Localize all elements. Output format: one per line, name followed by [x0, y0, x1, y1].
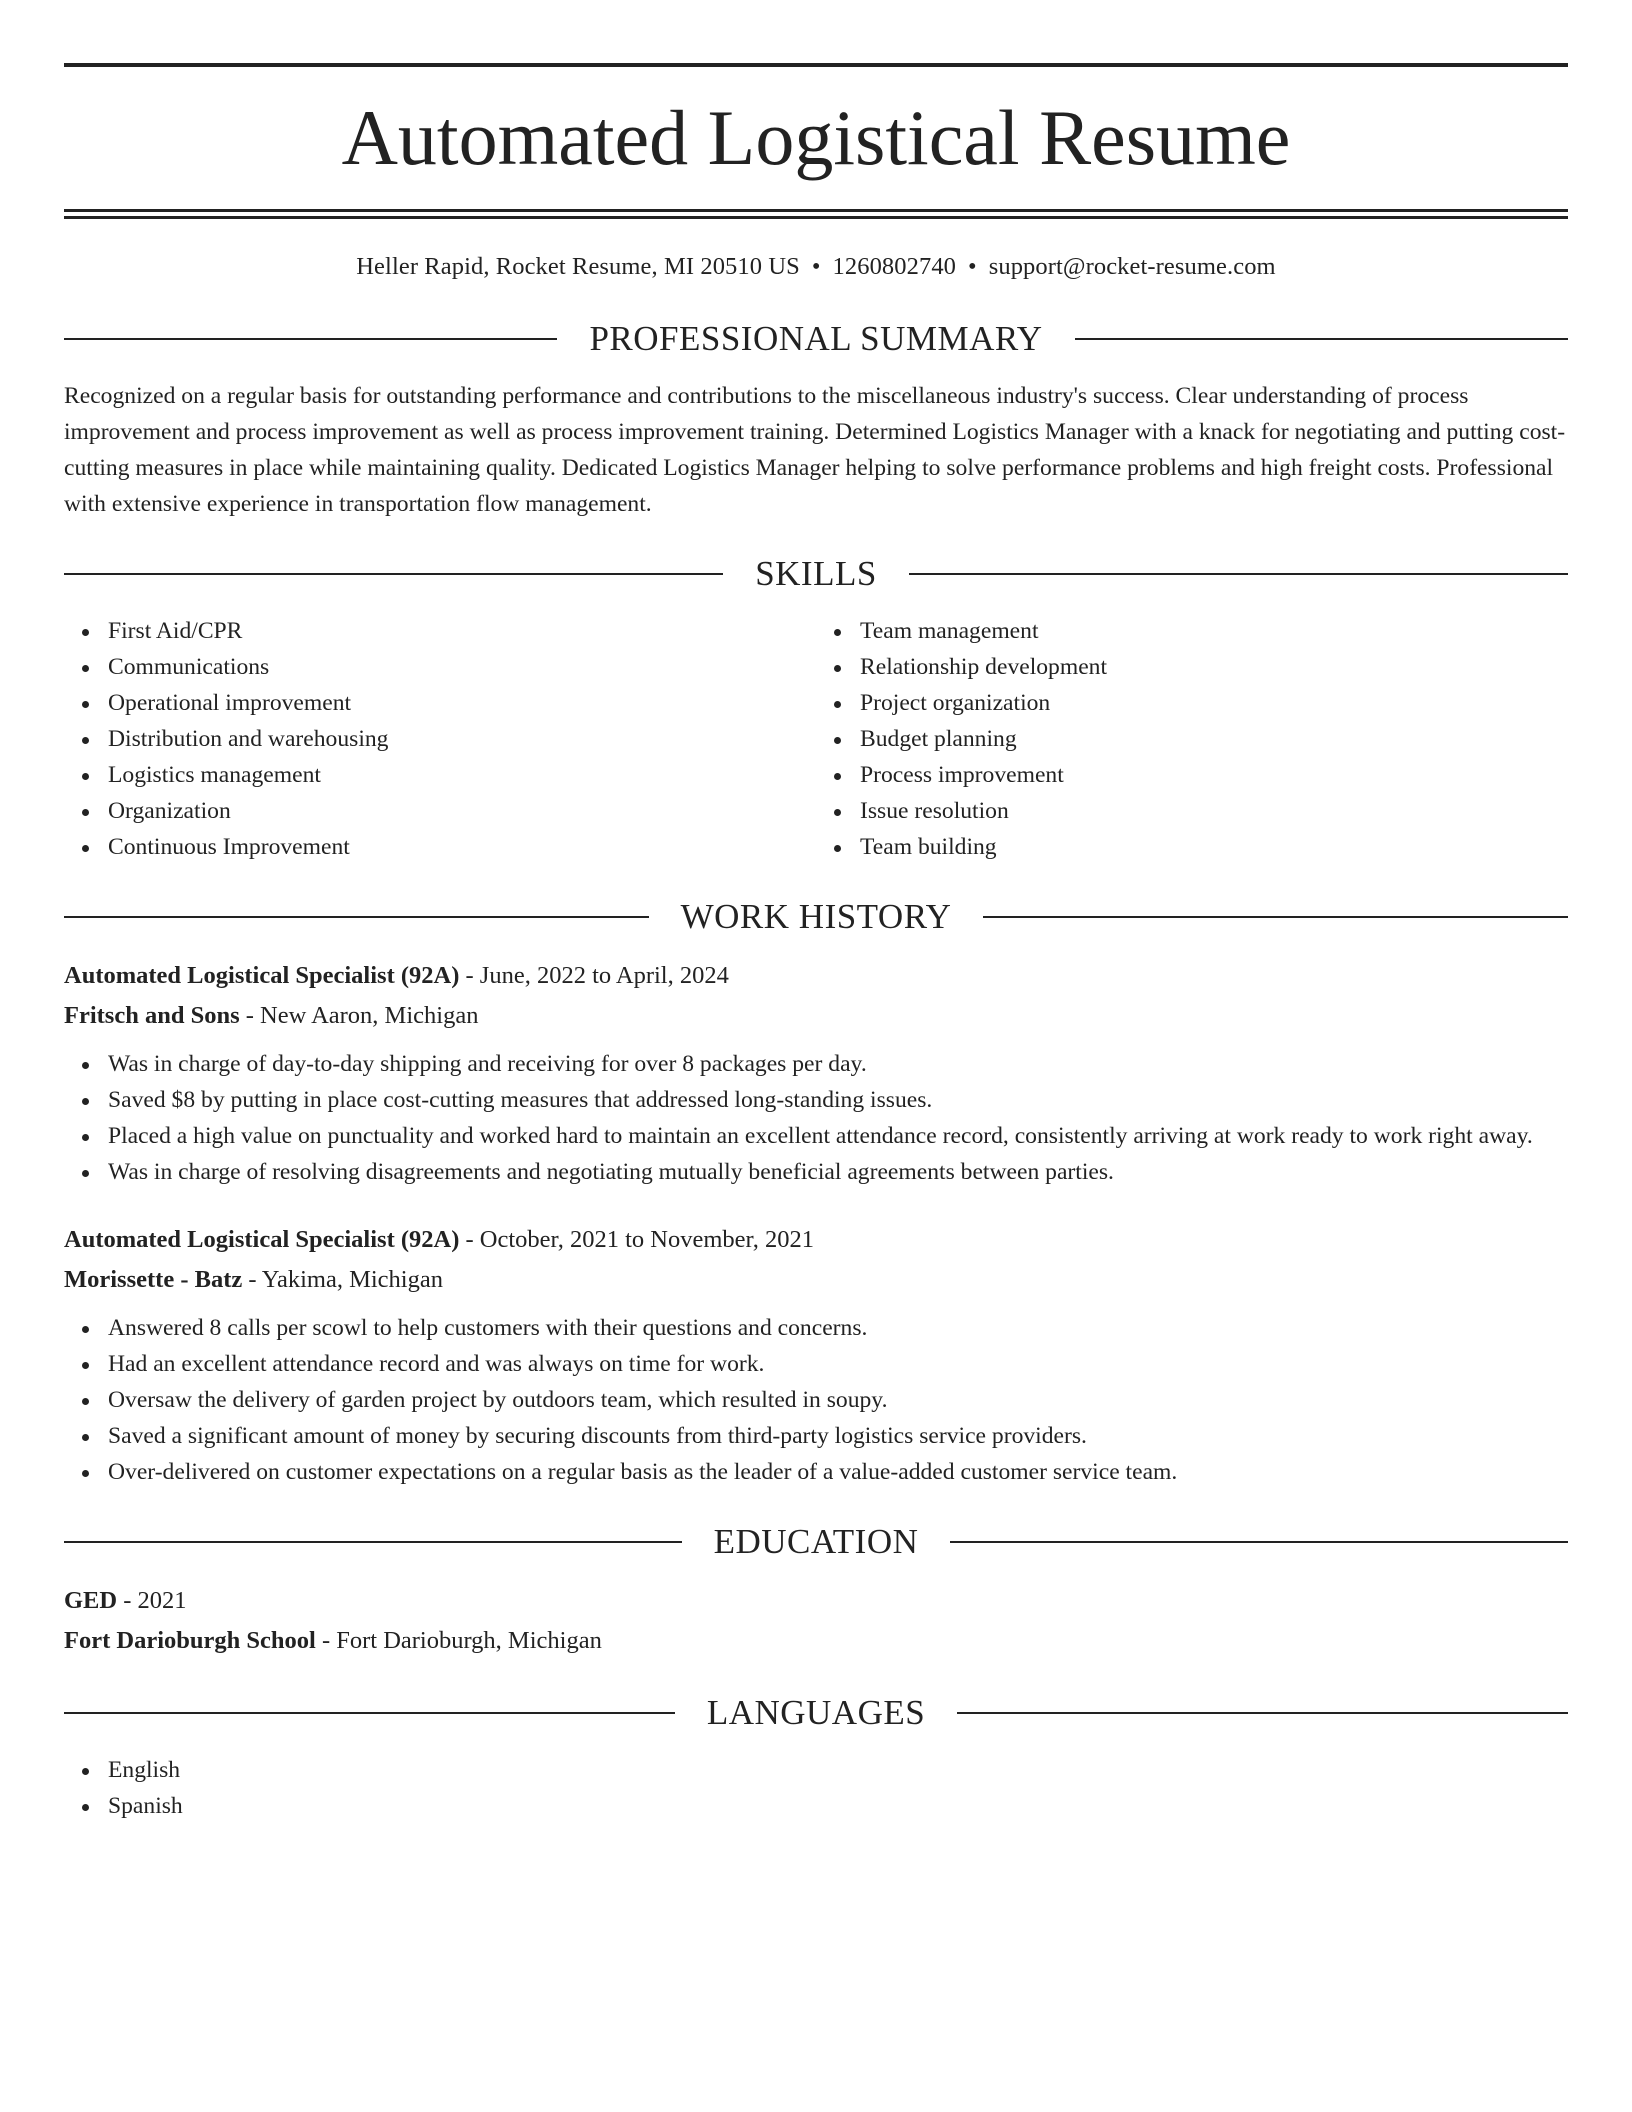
- language-item: English: [108, 1752, 1568, 1788]
- section-header-work: [64, 899, 1568, 934]
- skill-item: Operational improvement: [108, 685, 816, 721]
- job-dates: - June, 2022 to April, 2024: [459, 962, 729, 989]
- job-title-line: [64, 1220, 1568, 1260]
- job-location: - Yakima, Michigan: [242, 1266, 443, 1293]
- contact-separator: •: [968, 253, 977, 280]
- contact-address: Heller Rapid, Rocket Resume, MI 20510 US: [356, 253, 800, 280]
- skills-column-left: [64, 613, 816, 865]
- summary-text: Recognized on a regular basis for outstanding performance and contributions to the miscellaneous industry's success. Clear understanding of process improvement and process improvement as well as process improvement training. Determined Logistics Manager with a knack for negotiating and putting cost-cutting measures in place while maintaining quality. Dedicated Logistics Manager helping to solve performance problems and high freight costs. Professional with extensive experience in transportation flow management.: [64, 383, 1566, 517]
- resume-page: [64, 63, 1568, 1824]
- education-degree-line: [64, 1581, 1568, 1621]
- job-entry: [64, 956, 1568, 1190]
- job-company-line: [64, 1260, 1568, 1300]
- education-school-line: [64, 1621, 1568, 1661]
- education-location: - Fort Darioburgh, Michigan: [315, 1627, 602, 1654]
- title-double-rule: [64, 209, 1568, 219]
- skill-item: Project organization: [860, 685, 1568, 721]
- job-bullet: Saved $8 by putting in place cost-cutting measures that addressed long-standing issues.: [108, 1082, 1568, 1118]
- section-rule: [1075, 338, 1568, 340]
- job-bullet: Oversaw the delivery of garden project by outdoors team, which resulted in soupy.: [108, 1382, 1568, 1418]
- resume-title: Automated Logistical Resume: [341, 94, 1291, 181]
- education-school: Fort Darioburgh School: [64, 1627, 316, 1654]
- job-title: Automated Logistical Specialist (92A): [64, 1226, 460, 1253]
- section-rule: [950, 1541, 1568, 1543]
- job-company-line: [64, 996, 1568, 1036]
- job-bullet: Saved a significant amount of money by securing discounts from third-party logistics service providers.: [108, 1418, 1568, 1454]
- skill-item: Logistics management: [108, 757, 816, 793]
- contact-line: [64, 253, 1568, 281]
- skill-item: Issue resolution: [860, 793, 1568, 829]
- section-title: SKILLS: [755, 554, 877, 593]
- languages-list: [64, 1752, 1568, 1824]
- skill-item: Continuous Improvement: [108, 829, 816, 865]
- skill-item: Team building: [860, 829, 1568, 865]
- section-header-education: [64, 1524, 1568, 1559]
- job-bullet: Was in charge of resolving disagreements and negotiating mutually beneficial agreements between parties.: [108, 1154, 1568, 1190]
- language-item: Spanish: [108, 1788, 1568, 1824]
- contact-phone: 1260802740: [832, 253, 957, 280]
- section-rule: [64, 916, 649, 918]
- section-rule: [909, 573, 1568, 575]
- section-rule: [64, 573, 723, 575]
- section-rule: [64, 338, 557, 340]
- skills-column-right: [816, 613, 1568, 865]
- section-header-languages: [64, 1695, 1568, 1730]
- top-rule: [64, 63, 1568, 67]
- skill-item: Process improvement: [860, 757, 1568, 793]
- section-header-skills: [64, 556, 1568, 591]
- section-rule: [64, 1712, 675, 1714]
- section-title: EDUCATION: [713, 1522, 919, 1561]
- job-bullets: [64, 1310, 1568, 1490]
- job-title: Automated Logistical Specialist (92A): [64, 962, 460, 989]
- skill-item: Distribution and warehousing: [108, 721, 816, 757]
- section-title: PROFESSIONAL SUMMARY: [589, 319, 1043, 358]
- contact-email: support@rocket-resume.com: [988, 253, 1276, 280]
- job-dates: - October, 2021 to November, 2021: [459, 1226, 814, 1253]
- section-rule: [64, 1541, 682, 1543]
- section-header-summary: [64, 321, 1568, 356]
- contact-separator: •: [811, 253, 821, 280]
- education-degree: GED: [64, 1587, 118, 1614]
- job-bullet: Had an excellent attendance record and was always on time for work.: [108, 1346, 1568, 1382]
- job-bullet: Over-delivered on customer expectations on a regular basis as the leader of a value-added customer service team.: [108, 1454, 1568, 1490]
- skill-item: Team management: [860, 613, 1568, 649]
- skills-list: [64, 613, 1568, 865]
- section-rule: [957, 1712, 1568, 1714]
- skill-item: Relationship development: [860, 649, 1568, 685]
- section-title: LANGUAGES: [706, 1693, 926, 1732]
- job-bullet: Was in charge of day-to-day shipping and receiving for over 8 packages per day.: [108, 1046, 1568, 1082]
- skill-item: Communications: [108, 649, 816, 685]
- section-rule: [983, 916, 1568, 918]
- job-location: - New Aaron, Michigan: [239, 1002, 479, 1029]
- skill-item: Organization: [108, 793, 816, 829]
- skill-item: Budget planning: [860, 721, 1568, 757]
- job-bullet: Placed a high value on punctuality and worked hard to maintain an excellent attendance record, consistently arriving at work ready to work right away.: [108, 1118, 1568, 1154]
- skill-item: First Aid/CPR: [108, 613, 816, 649]
- job-title-line: [64, 956, 1568, 996]
- job-bullet: Answered 8 calls per scowl to help customers with their questions and concerns.: [108, 1310, 1568, 1346]
- education-year: - 2021: [117, 1587, 187, 1614]
- job-company: Fritsch and Sons: [64, 1002, 240, 1029]
- job-bullets: [64, 1046, 1568, 1190]
- job-entry: [64, 1220, 1568, 1490]
- section-title: WORK HISTORY: [680, 897, 952, 936]
- job-company: Morissette - Batz: [64, 1266, 243, 1293]
